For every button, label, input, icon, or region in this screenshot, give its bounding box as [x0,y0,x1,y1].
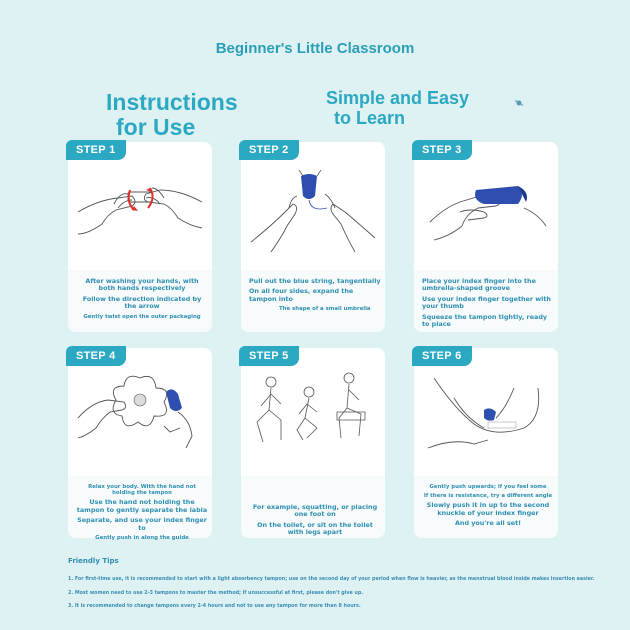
step-6-line-2: If there is resistance, try a different angle [423,493,553,500]
step-4-illustration [68,348,212,476]
step-2-line-2: On all four sides, expand the tampon into [249,287,354,303]
step-4-line-2: Use the hand not holding the tampon to gently separate the labia [76,498,208,514]
step-1-line-2: Follow the direction indicated by the arrow [82,294,202,311]
step-6-line-4: And you're all set! [454,519,522,528]
instructions-heading-line1: Instructions [106,89,238,115]
step-1-illustration [68,142,212,270]
simple-heading [326,88,469,128]
step-card-6 [414,348,558,538]
step-3-text [422,278,554,331]
step-1-line-3: Gently twist open the outer packaging [83,313,201,320]
insertion-diagram-icon [414,348,558,476]
step-2-line-3: The shape of a small umbrella [279,306,371,313]
instructions-heading [106,90,238,140]
step-2-badge: STEP 2 [239,140,299,160]
step-3-line-3: Squeeze the tampon tightly, ready to place [422,312,548,329]
step-1-badge: STEP 1 [66,140,126,160]
step-6-badge: STEP 6 [412,346,472,366]
step-3-line-1: Place your index finger into the umbrella-shaped groove [422,277,536,293]
step-6-line-3: Slowly push it in up to the second knuckle of your index finger [426,501,550,517]
step-5-text [249,504,381,540]
tip-item-2: 2. Most women need to use 2-3 tampons to master the method; if unsuccessful at first, please don't give up. [68,591,364,596]
step-3-illustration [414,142,558,270]
step-4-badge: STEP 4 [66,346,126,366]
step-6-line-1: Gently push upwards; if you feel some [429,484,547,490]
step-1-line-1: After washing your hands, with both hands respectively [85,277,199,293]
step-3-line-2: Use your index finger together with your thumb [422,294,551,311]
hands-separating-labia-icon [68,348,212,476]
tips-title: Friendly Tips [68,557,119,565]
step-2-line-1: Pull out the blue string, tangentially [249,277,381,285]
step-3-badge: STEP 3 [412,140,472,160]
hands-pulling-string-icon [241,142,385,270]
step-2-text [249,278,381,315]
step-4-line-4: Gently push in along the guide [95,535,189,542]
finger-in-groove-icon [414,142,558,270]
step-card-1 [68,142,212,332]
sparkle-icon [514,98,524,108]
step-card-3 [414,142,558,332]
step-6-text [422,484,554,531]
simple-heading-line1: Simple and Easy [326,88,470,108]
step-5-illustration [241,348,385,476]
tip-item-3: 3. It is recommended to change tampons every 2-4 hours and not to use any tampon for more than 8 hours. [68,604,361,609]
hands-twisting-package-icon [68,142,212,270]
step-card-4 [68,348,212,542]
body-positions-icon [241,348,385,476]
step-2-illustration [241,142,385,270]
step-card-5 [241,348,385,538]
step-5-line-2: On the toilet, or sit on the toilet with legs apart [257,520,373,537]
tip-item-1: 1. For first-time use, it is recommended to start with a light absorbency tampon; use on the second day of your period when flow is heavier, as the menstrual blood inside makes insertion easier. [68,577,595,582]
step-5-line-1: For example, squatting, or placing one foot on [252,503,378,519]
instructions-heading-line2: for Use [116,114,196,140]
simple-heading-line2: to Learn [334,108,406,128]
step-1-text [76,278,208,323]
step-4-line-1: Relax your body. With the hand not holding the tampon [88,484,196,497]
step-card-2 [241,142,385,332]
step-6-illustration [414,348,558,476]
step-4-line-3: Separate, and use your index finger to [77,516,207,532]
page-title: Beginner's Little Classroom [215,40,415,57]
step-4-text [76,484,208,544]
step-5-badge: STEP 5 [239,346,299,366]
